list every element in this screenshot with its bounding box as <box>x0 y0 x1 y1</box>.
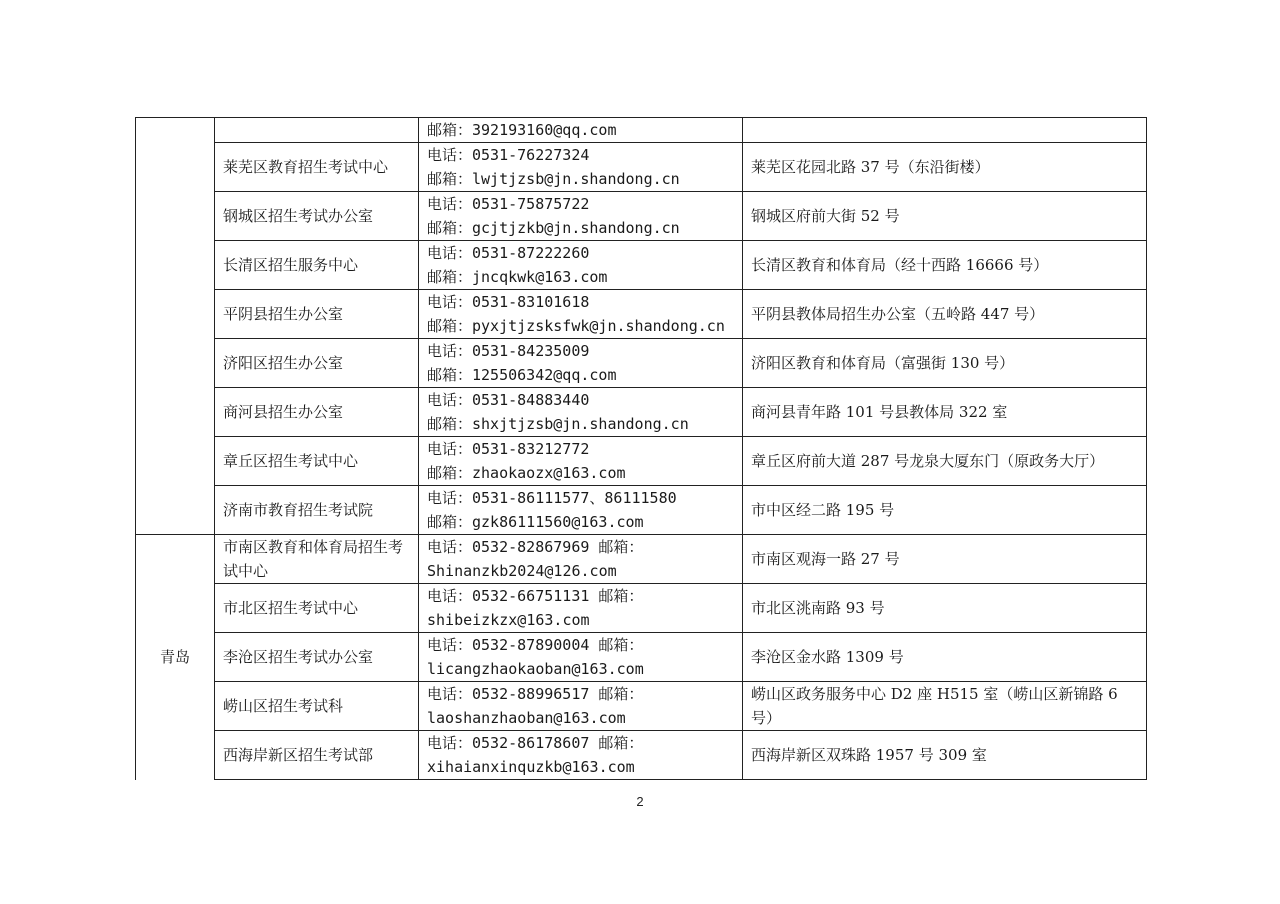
email-text: shibeizkzx@163.com <box>427 611 590 629</box>
table-row <box>136 486 1147 535</box>
contact-cell <box>419 633 743 682</box>
org-name: 商河县招生办公室 <box>215 388 419 437</box>
page-number: 2 <box>636 794 644 809</box>
email-text: 邮箱：shxjtjzsb@jn.shandong.cn <box>427 415 689 433</box>
phone-text: 电话：0532-66751131 邮箱： <box>427 587 644 605</box>
table-row <box>136 535 1147 584</box>
table-row <box>136 290 1147 339</box>
contact-cell <box>419 584 743 633</box>
contact-cell <box>419 241 743 290</box>
contact-cell <box>419 143 743 192</box>
email-text: licangzhaokaoban@163.com <box>427 660 644 678</box>
region-cell-qingdao: 青岛 <box>136 535 215 780</box>
address-text: 李沧区金水路 1309 号 <box>743 633 1147 682</box>
email-text: 邮箱：pyxjtjzsksfwk@jn.shandong.cn <box>427 317 725 335</box>
org-name: 钢城区招生考试办公室 <box>215 192 419 241</box>
address-text: 莱芜区花园北路 37 号（东沿街楼） <box>743 143 1147 192</box>
contact-cell <box>419 290 743 339</box>
address-text: 商河县青年路 101 号县教体局 322 室 <box>743 388 1147 437</box>
contact-cell <box>419 118 743 143</box>
contact-cell <box>419 192 743 241</box>
table-row <box>136 584 1147 633</box>
table-row <box>136 241 1147 290</box>
phone-text: 电话：0531-83212772 <box>427 440 590 458</box>
contact-cell <box>419 682 743 731</box>
email-text: laoshanzhaoban@163.com <box>427 709 626 727</box>
table-row <box>136 633 1147 682</box>
table-row <box>136 339 1147 388</box>
org-name: 崂山区招生考试科 <box>215 682 419 731</box>
email-text: 邮箱：jncqkwk@163.com <box>427 268 608 286</box>
org-name: 长清区招生服务中心 <box>215 241 419 290</box>
address-text: 平阴县教体局招生办公室（五岭路 447 号） <box>743 290 1147 339</box>
contact-cell <box>419 535 743 584</box>
phone-text: 电话：0531-87222260 <box>427 244 590 262</box>
table-row <box>136 437 1147 486</box>
address-text: 市北区洮南路 93 号 <box>743 584 1147 633</box>
email-text: 邮箱：gzk86111560@163.com <box>427 513 644 531</box>
org-name: 市北区招生考试中心 <box>215 584 419 633</box>
phone-text: 电话：0531-83101618 <box>427 293 590 311</box>
phone-text: 电话：0531-86111577、86111580 <box>427 489 677 507</box>
phone-text: 电话：0531-84883440 <box>427 391 590 409</box>
table-row <box>136 143 1147 192</box>
address-cell-empty <box>743 118 1147 143</box>
table-row <box>136 682 1147 731</box>
address-text: 市中区经二路 195 号 <box>743 486 1147 535</box>
org-name: 西海岸新区招生考试部 <box>215 731 419 780</box>
contact-cell <box>419 437 743 486</box>
org-name: 章丘区招生考试中心 <box>215 437 419 486</box>
address-text: 西海岸新区双珠路 1957 号 309 室 <box>743 731 1147 780</box>
address-text: 章丘区府前大道 287 号龙泉大厦东门（原政务大厅） <box>743 437 1147 486</box>
org-name: 莱芜区教育招生考试中心 <box>215 143 419 192</box>
org-name: 平阴县招生办公室 <box>215 290 419 339</box>
contact-cell <box>419 486 743 535</box>
phone-text: 电话：0531-75875722 <box>427 195 590 213</box>
contact-cell <box>419 731 743 780</box>
email-text: 邮箱：lwjtjzsb@jn.shandong.cn <box>427 170 680 188</box>
email-text: xihaianxinquzkb@163.com <box>427 758 635 776</box>
phone-text: 电话：0532-88996517 邮箱： <box>427 685 644 703</box>
contact-cell <box>419 339 743 388</box>
org-name: 市南区教育和体育局招生考试中心 <box>215 535 419 584</box>
phone-text: 电话：0532-86178607 邮箱： <box>427 734 644 752</box>
phone-text: 电话：0532-82867969 邮箱： <box>427 538 644 556</box>
org-cell-empty <box>215 118 419 143</box>
address-text: 市南区观海一路 27 号 <box>743 535 1147 584</box>
address-text: 济阳区教育和体育局（富强街 130 号） <box>743 339 1147 388</box>
phone-text: 电话：0531-76227324 <box>427 146 590 164</box>
address-text: 长清区教育和体育局（经十西路 16666 号） <box>743 241 1147 290</box>
address-text: 崂山区政务服务中心 D2 座 H515 室（崂山区新锦路 6 号） <box>743 682 1147 731</box>
contact-cell <box>419 388 743 437</box>
table-row <box>136 731 1147 780</box>
org-name: 济南市教育招生考试院 <box>215 486 419 535</box>
email-text: 邮箱：392193160@qq.com <box>427 121 617 139</box>
phone-text: 电话：0532-87890004 邮箱： <box>427 636 644 654</box>
table-row <box>136 388 1147 437</box>
org-name: 李沧区招生考试办公室 <box>215 633 419 682</box>
email-text: Shinanzkb2024@126.com <box>427 562 617 580</box>
email-text: 邮箱：gcjtjzkb@jn.shandong.cn <box>427 219 680 237</box>
region-cell <box>136 118 215 535</box>
email-text: 邮箱：125506342@qq.com <box>427 366 617 384</box>
admissions-contact-table <box>135 117 1147 780</box>
org-name: 济阳区招生办公室 <box>215 339 419 388</box>
table-row-continued <box>136 118 1147 143</box>
email-text: 邮箱：zhaokaozx@163.com <box>427 464 626 482</box>
table-row <box>136 192 1147 241</box>
phone-text: 电话：0531-84235009 <box>427 342 590 360</box>
address-text: 钢城区府前大街 52 号 <box>743 192 1147 241</box>
